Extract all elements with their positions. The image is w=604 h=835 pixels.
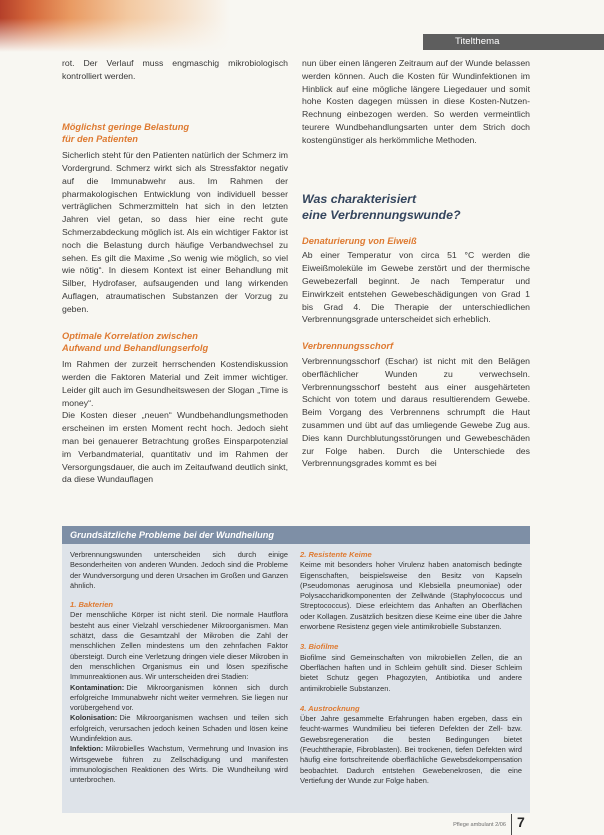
stage-entry: [70, 713, 288, 744]
section-heading-line: Optimale Korrelation zwischen: [62, 330, 198, 341]
stage-text: Die Mikroorganismen wachsen und teilen sich erfolgreich, verursachen jedoch keinen Schaden und lösen keine Wundinfektion aus.: [70, 713, 288, 744]
body-paragraph: Sicherlich steht für den Patienten natürlich der Schmerz im Vordergrund. Schmerz wirkt sich als Stressfaktor negativ auf die Immunabwehr aus. Im Rahmen der pharmakologischen Entwicklung von individuell besser verträglichen Schmerzmitteln hat sich in den letzten Jahren viel getan, so dass hier eine recht gute Schmerzabdeckung möglich ist. Als ein wichtiger Faktor ist noch die Belastung durch häufige Verbandwechsel zu sehen. Es gilt die Maxime „So wenig wie möglich, so viel wie nötig“. In diesem Kontext ist einer Behandlung mit Silber, Hydrofaser, aufsaugenden und lang wirkenden Auflagen, atraumatischen Substanzen der Vorzug zu geben.: [62, 150, 288, 314]
stage-entry: [70, 683, 288, 714]
info-box-item-heading: 4. Austrocknung: [300, 703, 360, 713]
info-box-item-paragraph: Der menschliche Körper ist nicht steril. Die normale Hautflora besteht aus einer Vielzahl verschiedener Mikroorganismen. Man schätzt, dass die Gesamtzahl der Mikroben die Zahl der menschlichen Zellen mindestens um den zehnfachen Faktor übersteigt. Durch eine Verletzung dringen viele dieser Mikroben in den menschlichen Organismus ein und lösen spezifische Immunreaktionen aus. Wir unterscheiden drei Stadien:: [70, 610, 288, 682]
info-box-item-paragraph: Über Jahre gesammelte Erfahrungen haben ergeben, dass ein feucht-warmes Wundmilieu bei tieferen Defekten der Zell- bzw. Gewebsregeneration die besten Bedingungen bietet (Feuchttherapie, Fibroblasten). Bei trockenen, tiefen Defekten wird häufig eine fortschreitende oberflächliche Gewebsdekompensation beobachtet. Dadurch entstehen Gewebenekrosen, die eine Vertiefung der Wunde zur Folge haben.: [300, 714, 522, 785]
body-paragraph: Die Kosten dieser „neuen“ Wundbehandlungsmethoden erscheinen im ersten Moment recht hoch. Jedoch sieht man bei genauerer Betrachtung großes Einsparpotenzial im Verbandmaterial, quantitativ und im Rahmen der Versorgungsdauer, die auch im Zeitaufwand deutlich sinkt, da diese Wundauflagen: [62, 410, 288, 485]
header-color-banner: [0, 0, 320, 52]
section-heading-line: Möglichst geringe Belastung: [62, 121, 190, 132]
section-heading-line: Aufwand und Behandlungserfolg: [62, 343, 209, 354]
stage-entry: [70, 744, 288, 785]
main-heading-line: Was charakterisiert: [302, 191, 417, 206]
subsection-heading: Denaturierung von Eiweiß: [302, 235, 417, 246]
info-box-item-heading: 1. Bakterien: [70, 600, 114, 610]
body-paragraph: Verbrennungsschorf (Eschar) ist nicht mit den Belägen oberflächlicher Wunden zu verwechseln. Verbrennungsschorf besteht aus einer ausgehärteten Schicht von totem und daraus resultierendem Gewebe. Beim Vorgang des Verbrennens schrumpft die Haut zusammen und übt auf das umliegende Gewebe Zug aus. Dies kann Durchblutungsstörungen und Gewebeschäden zur Folge haben. Durch die Unterschiede des Verbrennungsgrades kommt es bei: [302, 355, 530, 469]
main-heading: [302, 191, 530, 223]
section-label: Titelthema: [423, 34, 604, 50]
continuation-paragraph: nun über einen längeren Zeitraum auf der Wunde belassen werden können. Auch die Kosten für Wundinfektionen im Hinblick auf eine mögliche längere Liegedauer und somit hohe Kosten dagegen müssen in diese Kosten-Nutzen-Rechnung einbezogen werden. So werden vermeintlich teurere Wundbehandlungsarten unter dem Strich doch kostengünstiger als herkömmliche Methoden.: [302, 58, 530, 145]
stage-label: Kolonisation:: [70, 713, 118, 723]
body-paragraph: Im Rahmen der zurzeit herrschenden Kostendiskussion werden die Faktoren Material und Zeit immer wichtiger. Leider gilt auch im Gesundheitswesen der Slogan „Time is money“.: [62, 359, 288, 408]
info-box-item-paragraph: Keime mit besonders hoher Virulenz haben anatomisch bedingte Eigenschaften, beispielsweise den Besitz von Kapseln (Pseudomonas aeruginosa und Klebsiella pneumoniae) oder Polysaccharidkomponenten der Zellwände (Staphylococcus und Streptococcus). Diese erleichtern das Anhaften an Oberflächen oder Kollagen. Zusätzlich besitzen diese Keime eine über die Jahre erworbene Resistenz gegen viele antimikrobielle Substanzen.: [300, 560, 522, 632]
stage-label: Infektion:: [70, 744, 104, 754]
info-box: [62, 526, 530, 813]
info-box-left-column: [70, 550, 288, 786]
body-paragraph: Ab einer Temperatur von circa 51 °C werden die Eiweißmoleküle im Gewebe zerstört und der thermische Gewebezerfall beginnt. Je nach Temperatur und Einwirkzeit entstehen Gewebeschädigungen von Grad 1 bis Grad 4. Die Therapie der unterschiedlichen Verbrennungsgrade unterscheidet sich erheblich.: [302, 250, 530, 325]
page-number: 7: [517, 814, 525, 830]
section-heading: [62, 330, 288, 356]
right-column: [302, 57, 530, 470]
section-heading: [62, 121, 288, 147]
stage-text: Die Mikroorganismen können sich durch erfolgreiche Immunabwehr nicht weiter vermehren. Sie liegen nur vorübergehend vor.: [70, 682, 288, 713]
info-box-item-heading: 2. Resistente Keime: [300, 550, 372, 559]
stage-text: Mikrobielles Wachstum, Vermehrung und Invasion ins Wirtsgewebe führen zu Zellschädigung und manifesten immunologischen Reaktionen des Wirts. Die Wundheilung wird unterbrochen.: [70, 744, 288, 785]
continuation-paragraph: rot. Der Verlauf muss engmaschig mikrobiologisch kontrolliert werden.: [62, 58, 288, 81]
section-heading-line: für den Patienten: [62, 134, 138, 145]
info-box-title: Grundsätzliche Probleme bei der Wundheilung: [62, 526, 530, 544]
left-column: [62, 57, 288, 486]
info-box-item-heading: 3. Biofilme: [300, 642, 339, 652]
info-box-right-column: [300, 550, 522, 786]
subsection-heading: Verbrennungsschorf: [302, 341, 394, 352]
info-box-intro: Verbrennungswunden unterscheiden sich durch einige Besonderheiten von anderen Wunden. Jedoch sind die Probleme der Wundversorgung und deren Ursachen im Großen und Ganzen ähnlich.: [70, 550, 288, 590]
info-box-item-paragraph: Biofilme sind Gemeinschaften von mikrobiellen Zellen, die an Oberflächen haften und in Schleim gehüllt sind. Dieser Schleim bietet Schutz gegen Phagozyten, Antibiotika und andere antimikrobielle Substanzen.: [300, 652, 522, 693]
footer-divider: [511, 814, 512, 835]
stage-label: Kontamination:: [70, 682, 125, 692]
main-heading-line: eine Verbrennungswunde?: [302, 207, 461, 222]
footer-publication: Pflege ambulant 2/06: [453, 822, 506, 828]
